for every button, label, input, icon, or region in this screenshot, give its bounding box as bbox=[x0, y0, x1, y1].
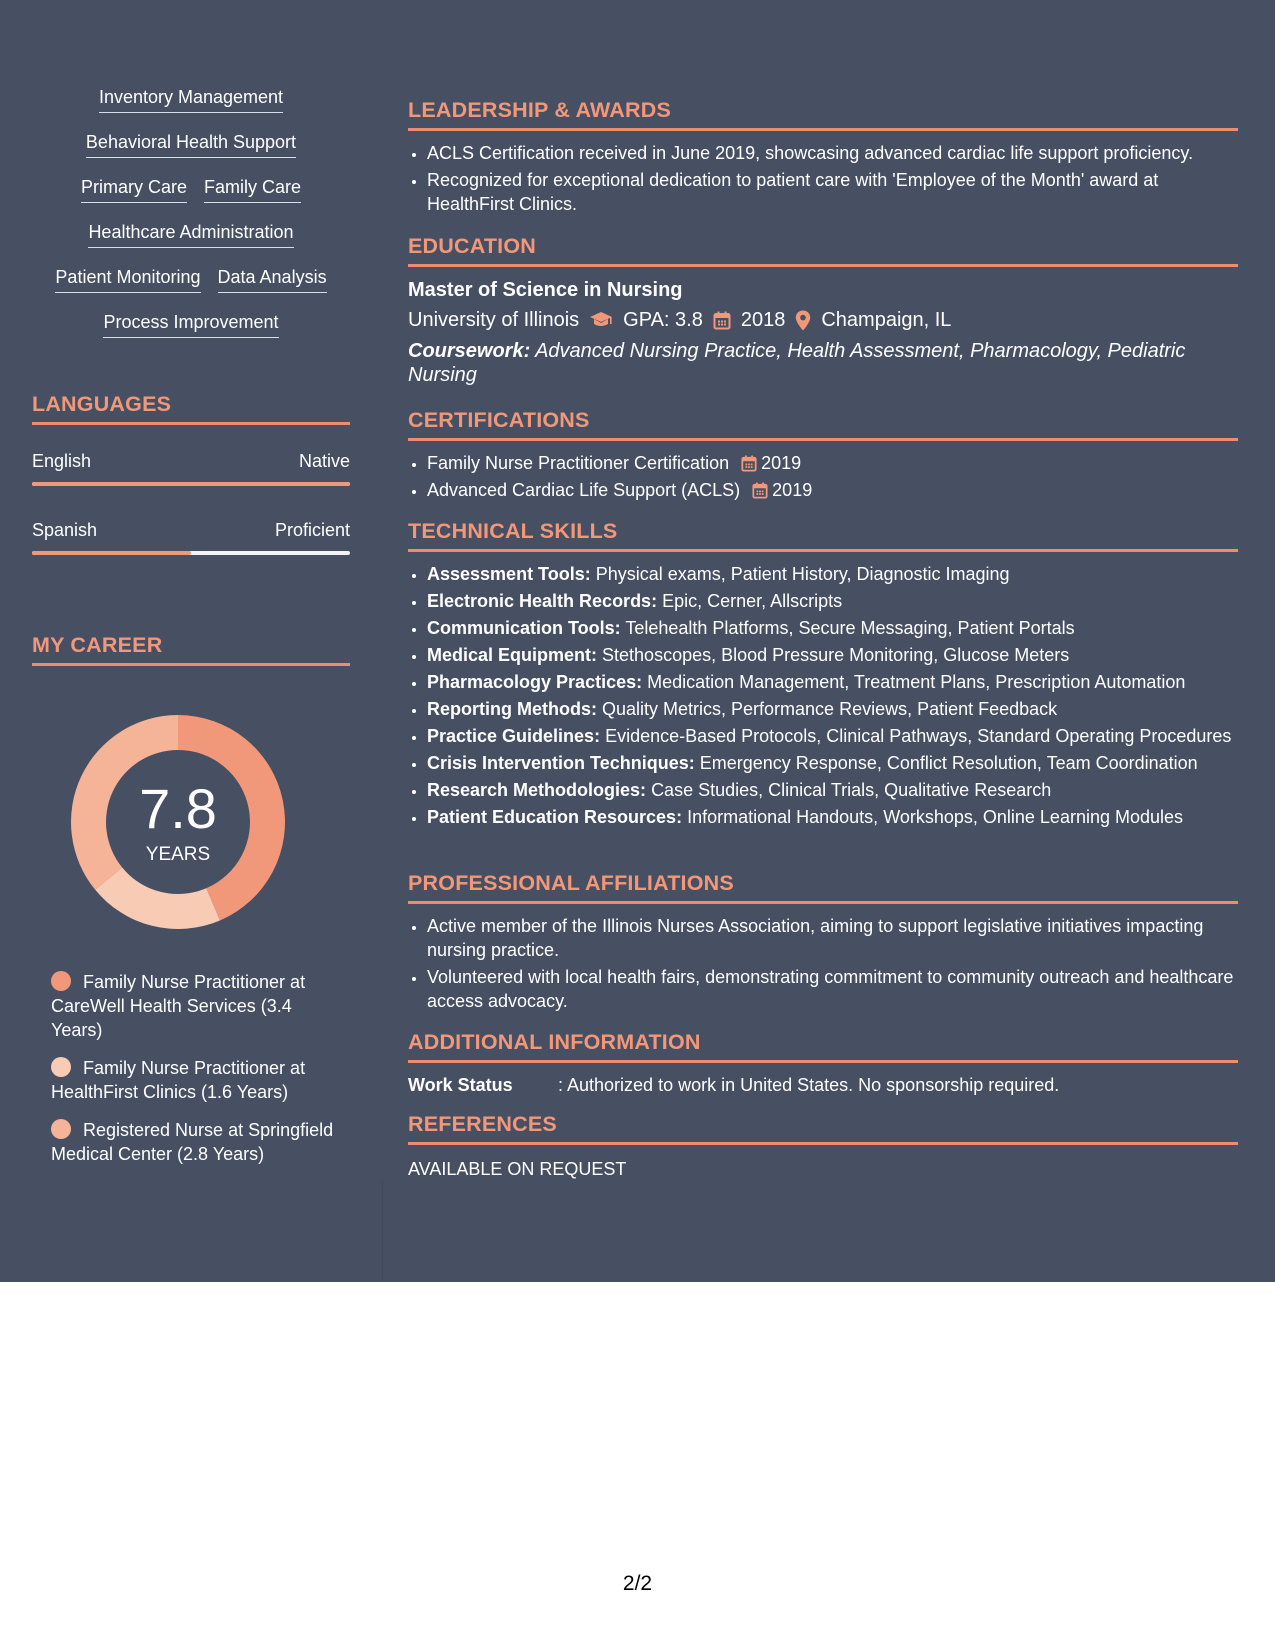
technical-skills-title: TECHNICAL SKILLS bbox=[408, 519, 618, 543]
technical-skill-values: Epic, Cerner, Allscripts bbox=[662, 591, 843, 611]
section-rule bbox=[408, 128, 1238, 131]
certification-name: • Advanced Cardiac Life Support (ACLS) bbox=[427, 480, 741, 500]
technical-skill-item bbox=[427, 778, 1238, 802]
language-level: Native bbox=[298, 451, 350, 471]
legend-label: Registered Nurse at Springfield Medical Center (2.8 Years) bbox=[51, 1120, 334, 1164]
skill-row bbox=[32, 311, 350, 356]
graduation-year: 2018 bbox=[740, 309, 786, 331]
section-rule bbox=[408, 1060, 1238, 1063]
technical-skill-item bbox=[427, 805, 1238, 829]
technical-skill-item bbox=[427, 616, 1238, 640]
technical-skill-values: Evidence-Based Protocols, Clinical Pathways, Standard Operating Procedures bbox=[605, 726, 1232, 746]
language-level: Proficient bbox=[274, 520, 350, 540]
career-total: 7.8 bbox=[139, 777, 217, 840]
technical-skill-values: Telehealth Platforms, Secure Messaging, Patient Portals bbox=[625, 618, 1075, 638]
skills-tags bbox=[32, 86, 350, 356]
work-status-value: : Authorized to work in United States. No sponsorship required. bbox=[558, 1075, 1060, 1095]
certification-year: 2019 bbox=[761, 453, 802, 473]
legend-dot bbox=[51, 971, 71, 991]
technical-skill-values: Emergency Response, Conflict Resolution, Team Coordination bbox=[699, 753, 1198, 773]
technical-skill-values: Case Studies, Clinical Trials, Qualitative Research bbox=[651, 780, 1052, 800]
career-section bbox=[32, 632, 350, 666]
technical-skill-category: Communication Tools: bbox=[427, 618, 621, 638]
technical-skill-category: Reporting Methods: bbox=[427, 699, 597, 719]
section-rule bbox=[408, 901, 1238, 904]
location: Champaign, IL bbox=[821, 309, 952, 331]
section-rule bbox=[408, 264, 1238, 267]
technical-skill-item bbox=[427, 697, 1238, 721]
language-bar bbox=[32, 482, 350, 486]
technical-skill-values: Physical exams, Patient History, Diagnostic Imaging bbox=[595, 564, 1010, 584]
donut-segment bbox=[95, 868, 220, 929]
skill-tag: Primary Care bbox=[81, 176, 187, 203]
language-name: Spanish bbox=[32, 520, 98, 540]
skill-tag: Patient Monitoring bbox=[55, 266, 200, 293]
calendar-icon bbox=[713, 311, 731, 330]
language-spanish bbox=[32, 519, 350, 555]
skill-tag: Data Analysis bbox=[218, 266, 327, 293]
technical-skill-category: Patient Education Resources: bbox=[427, 807, 683, 827]
graduation-cap-icon bbox=[589, 311, 613, 329]
certifications-section bbox=[408, 407, 1238, 505]
career-unit: YEARS bbox=[145, 844, 211, 865]
list-item: • Volunteered with local health fairs, demonstrating commitment to community outreach and healthcare access advocacy. bbox=[427, 965, 1238, 1013]
language-bar-fill bbox=[32, 551, 191, 555]
technical-skill-values: Informational Handouts, Workshops, Online Learning Modules bbox=[687, 807, 1184, 827]
technical-skill-category: Assessment Tools: bbox=[427, 564, 591, 584]
section-rule bbox=[408, 549, 1238, 552]
references-section bbox=[408, 1111, 1238, 1181]
section-rule bbox=[408, 438, 1238, 441]
affiliations-section bbox=[408, 870, 1238, 1016]
skill-tag: Behavioral Health Support bbox=[86, 131, 296, 158]
education-title: EDUCATION bbox=[408, 234, 537, 258]
technical-skill-values: Medication Management, Treatment Plans, Prescription Automation bbox=[647, 672, 1186, 692]
legend-item bbox=[51, 1118, 341, 1166]
list-item: • Active member of the Illinois Nurses Association, aiming to support legislative initiatives impacting nursing practice. bbox=[427, 914, 1238, 962]
additional-info-title: ADDITIONAL INFORMATION bbox=[408, 1030, 701, 1054]
coursework-text: Advanced Nursing Practice, Health Assessment, Pharmacology, Pediatric Nursing bbox=[408, 340, 1186, 386]
section-rule bbox=[32, 663, 350, 666]
technical-skill-item bbox=[427, 724, 1238, 748]
references-title: REFERENCES bbox=[408, 1112, 557, 1136]
technical-skill-category: Electronic Health Records: bbox=[427, 591, 658, 611]
technical-skills-section bbox=[408, 518, 1238, 832]
legend-label: Family Nurse Practitioner at HealthFirst Clinics (1.6 Years) bbox=[51, 1058, 306, 1102]
education-meta bbox=[408, 307, 1238, 333]
affiliations-title: PROFESSIONAL AFFILIATIONS bbox=[408, 871, 734, 895]
legend-item bbox=[51, 1056, 341, 1104]
career-legend bbox=[51, 970, 341, 1180]
language-english bbox=[32, 450, 350, 486]
career-title: MY CAREER bbox=[32, 633, 163, 657]
skill-row bbox=[32, 266, 350, 311]
work-status-label: Work Status bbox=[408, 1075, 513, 1095]
legend-dot bbox=[51, 1119, 71, 1139]
skill-tag: Healthcare Administration bbox=[88, 221, 293, 248]
leadership-section bbox=[408, 97, 1238, 219]
career-donut-chart bbox=[66, 710, 290, 934]
list-item bbox=[427, 451, 1238, 475]
technical-skill-values: Stethoscopes, Blood Pressure Monitoring, Glucose Meters bbox=[602, 645, 1070, 665]
language-bar bbox=[32, 551, 350, 555]
additional-info-section bbox=[408, 1029, 1238, 1097]
references-text: AVAILABLE ON REQUEST bbox=[408, 1159, 627, 1179]
technical-skills-list bbox=[408, 562, 1238, 829]
page-number: 2/2 bbox=[622, 1572, 653, 1595]
certifications-title: CERTIFICATIONS bbox=[408, 408, 590, 432]
language-bar-fill bbox=[32, 482, 350, 486]
calendar-icon bbox=[741, 455, 757, 472]
school: University of Illinois bbox=[408, 309, 580, 331]
skill-tag: Family Care bbox=[204, 176, 301, 203]
skill-row bbox=[32, 131, 350, 176]
skill-row bbox=[32, 176, 350, 221]
skill-row bbox=[32, 86, 350, 131]
legend-item bbox=[51, 970, 341, 1042]
technical-skill-category: Medical Equipment: bbox=[427, 645, 598, 665]
technical-skill-category: Research Methodologies: bbox=[427, 780, 647, 800]
column-divider bbox=[382, 1180, 383, 1282]
skill-tag: Inventory Management bbox=[99, 86, 283, 113]
coursework bbox=[408, 339, 1238, 387]
section-rule bbox=[408, 1142, 1238, 1145]
technical-skill-category: Crisis Intervention Techniques: bbox=[427, 753, 695, 773]
degree: Master of Science in Nursing bbox=[408, 279, 683, 301]
technical-skill-category: Practice Guidelines: bbox=[427, 726, 601, 746]
language-name: English bbox=[32, 451, 92, 471]
technical-skill-item bbox=[427, 562, 1238, 586]
skill-tag: Process Improvement bbox=[103, 311, 278, 338]
languages-section bbox=[32, 391, 350, 425]
list-item: • ACLS Certification received in June 2019, showcasing advanced cardiac life support proficiency. bbox=[427, 141, 1238, 165]
list-item bbox=[427, 478, 1238, 502]
coursework-label: Coursework: bbox=[408, 340, 531, 362]
technical-skill-item bbox=[427, 589, 1238, 613]
gpa: GPA: 3.8 bbox=[623, 309, 703, 331]
list-item: • Recognized for exceptional dedication to patient care with 'Employee of the Month' award at HealthFirst Clinics. bbox=[427, 168, 1238, 216]
technical-skill-item bbox=[427, 670, 1238, 694]
leadership-title: LEADERSHIP & AWARDS bbox=[408, 98, 672, 122]
section-rule bbox=[32, 422, 350, 425]
technical-skill-values: Quality Metrics, Performance Reviews, Patient Feedback bbox=[602, 699, 1058, 719]
skill-row bbox=[32, 221, 350, 266]
calendar-icon bbox=[752, 482, 768, 499]
work-status-row bbox=[408, 1073, 1238, 1097]
technical-skill-item bbox=[427, 751, 1238, 775]
certification-name: • Family Nurse Practitioner Certification bbox=[427, 453, 730, 473]
certification-year: 2019 bbox=[772, 480, 813, 500]
education-section bbox=[408, 233, 1238, 387]
technical-skill-category: Pharmacology Practices: bbox=[427, 672, 643, 692]
legend-dot bbox=[51, 1057, 71, 1077]
languages-title: LANGUAGES bbox=[32, 392, 172, 416]
technical-skill-item bbox=[427, 643, 1238, 667]
legend-label: Family Nurse Practitioner at CareWell Health Services (3.4 Years) bbox=[51, 972, 306, 1040]
location-pin-icon bbox=[795, 310, 811, 331]
